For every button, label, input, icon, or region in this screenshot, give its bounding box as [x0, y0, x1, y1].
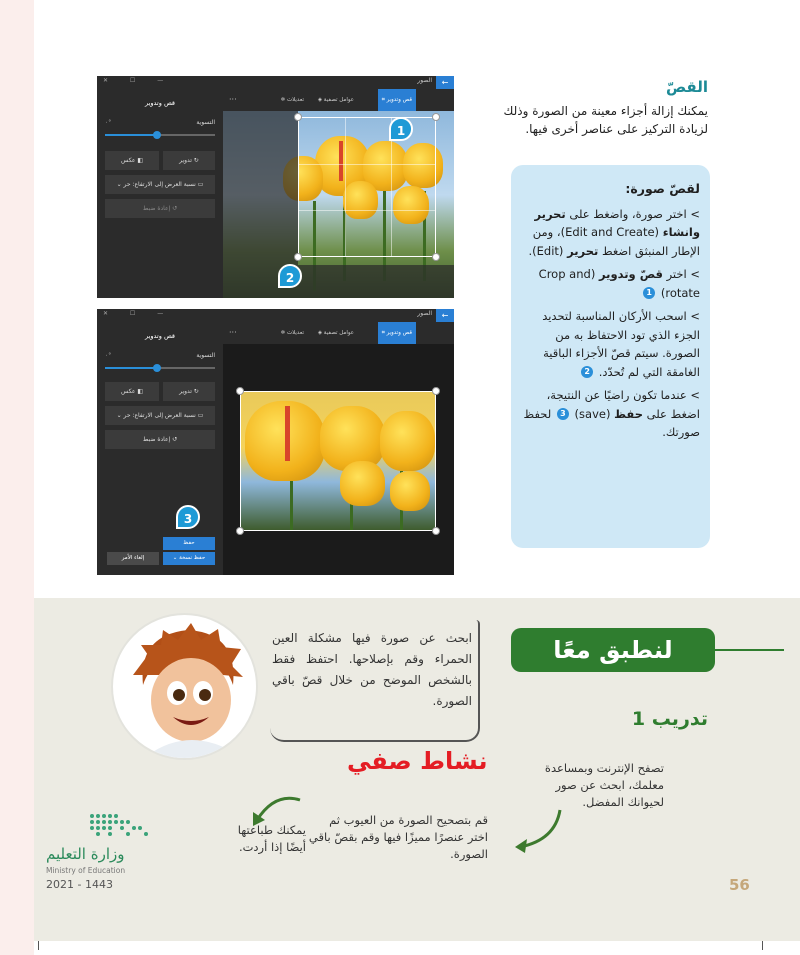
- image-canvas: [223, 344, 454, 575]
- straighten-slider[interactable]: [105, 367, 215, 369]
- boy-character-illustration: [111, 613, 258, 760]
- banner-line: [714, 649, 784, 651]
- ministry-name-arabic: وزارة التعليم: [46, 845, 125, 863]
- straighten-value: ٠°: [105, 352, 112, 359]
- callout-badge: 2: [278, 264, 302, 288]
- rotate-button[interactable]: ↻ تدوير: [163, 382, 215, 401]
- straighten-slider[interactable]: [105, 134, 215, 136]
- crop-handle[interactable]: [432, 113, 440, 121]
- rotate-icon: ↻: [191, 157, 199, 164]
- flip-icon: ◧: [135, 157, 144, 164]
- rotate-button[interactable]: ↻ تدوير: [163, 151, 215, 170]
- tab-adjustments[interactable]: تعديلات ✲: [280, 330, 304, 336]
- crop-frame[interactable]: [298, 117, 436, 257]
- training-text: تصفح الإنترنت وبمساعدة معلمك، ابحث عن صور لحيوانك المفضل.: [544, 761, 664, 809]
- more-icon[interactable]: ···: [229, 95, 237, 104]
- save-button[interactable]: حفظ: [163, 537, 215, 550]
- aspect-ratio-dropdown[interactable]: ▭ نسبة العرض إلى الارتفاع: حر ⌄: [105, 406, 215, 425]
- panel-title: قص وتدوير: [144, 99, 176, 107]
- tab-crop-rotate[interactable]: قص وتدوير ⌗: [378, 89, 416, 111]
- crop-handle[interactable]: [432, 387, 440, 395]
- window-controls[interactable]: ✕ ☐ —: [103, 77, 174, 84]
- crop-panel: [97, 89, 223, 298]
- section-title: القصّ: [665, 78, 708, 96]
- more-icon[interactable]: ···: [229, 328, 237, 337]
- reset-button[interactable]: ↺ إعادة ضبط: [105, 430, 215, 449]
- edit-toolbar: [223, 322, 454, 344]
- straighten-label: التسوية: [196, 119, 215, 126]
- reset-button[interactable]: ↺ إعادة ضبط: [105, 199, 215, 218]
- flip-button[interactable]: ◧ عكس: [105, 151, 159, 170]
- back-button[interactable]: ←: [436, 76, 454, 89]
- title-bar: [97, 309, 454, 322]
- chevron-down-icon: ⌄: [172, 555, 180, 561]
- step-1: > اختر صورة، واضغط على تحرير وانشاء (Edit and Create)، ومن الإطار المنبثق اضغط تحرير (Edit).: [528, 206, 700, 258]
- chevron-down-icon: ⌄: [116, 181, 124, 188]
- crop-handle[interactable]: [294, 253, 302, 261]
- chevron-down-icon: ⌄: [116, 412, 124, 419]
- crop-handle[interactable]: [432, 527, 440, 535]
- photos-app-screenshot-2: [97, 309, 454, 575]
- step-number-badge: 1: [643, 287, 655, 299]
- reset-icon: ↺: [170, 205, 178, 212]
- page-margin-strip: [0, 0, 34, 955]
- ministry-logo-icon: [88, 812, 150, 838]
- academic-year: 2021 - 1443: [46, 878, 113, 891]
- tab-adjustments[interactable]: تعديلات ✲: [280, 97, 304, 103]
- steps-heading: لقصّ صورة:: [625, 181, 700, 196]
- ministry-name-english: Ministry of Education: [46, 866, 126, 875]
- app-title: الصور: [417, 310, 432, 317]
- title-bar: [97, 76, 454, 89]
- cancel-button[interactable]: إلغاء الأمر: [107, 552, 159, 565]
- flip-button[interactable]: ◧ عكس: [105, 382, 159, 401]
- section-intro: يمكنك إزالة أجزاء معينة من الصورة وذلك لزيادة التركيز على عناصر أخرى فيها.: [503, 104, 708, 136]
- crop-handle[interactable]: [294, 113, 302, 121]
- straighten-value: ٠°: [105, 119, 112, 126]
- photos-app-screenshot-1: [97, 76, 454, 298]
- tab-crop-rotate[interactable]: قص وتدوير ⌗: [378, 322, 416, 344]
- step-number-badge: 3: [557, 408, 569, 420]
- straighten-label: التسوية: [196, 352, 215, 359]
- print-text: يمكنك طباعتها أيضًا إذا أردت.: [237, 823, 306, 854]
- step-4: > عندما تكون راضيًا عن النتيجة، اضغط على حفظ (save) 3 لحفظ صورتك.: [523, 388, 700, 439]
- training-title: تدريب 1: [631, 708, 708, 730]
- page-number: 56: [729, 876, 750, 894]
- cropped-dark-area: [298, 265, 454, 298]
- crop-panel: [97, 322, 223, 575]
- class-activity-title: نشاط صفي: [347, 747, 488, 775]
- rotate-icon: ↻: [191, 388, 199, 395]
- app-title: الصور: [417, 77, 432, 84]
- steps-content: [522, 180, 700, 447]
- tab-filters[interactable]: عوامل تصفية ◈: [317, 97, 354, 103]
- edit-toolbar: [223, 89, 454, 111]
- panel-title: قص وتدوير: [144, 332, 176, 340]
- save-copy-button[interactable]: حفظ نسخة ⌄: [163, 552, 215, 565]
- tab-filters[interactable]: عوامل تصفية ◈: [317, 330, 354, 336]
- arrow-icon: [505, 805, 565, 860]
- back-button[interactable]: ←: [436, 309, 454, 322]
- image-canvas: [223, 111, 454, 298]
- task-text: قم بتصحيح الصورة من العيوب ثم اختر عنصرًا مميزًا فيها وقم بقصّ باقي الصورة.: [308, 813, 488, 861]
- step-3: > اسحب الأركان المناسبة لتحديد الجزء الذي تود الاحتفاظ به من الصورة. سيتم قصّ الأجزاء الباقية الغامقة التي لم تُحدّد. 2: [542, 309, 700, 379]
- crop-handle[interactable]: [432, 253, 440, 261]
- step-number-badge: 2: [581, 366, 593, 378]
- aspect-icon: ▭: [195, 181, 204, 188]
- speech-text: ابحث عن صورة فيها مشكلة العين الحمراء وقم بإصلاحها. احتفظ فقط بالشخص الموضح من خلال قصّ باقي الصورة.: [272, 631, 472, 708]
- aspect-ratio-dropdown[interactable]: ▭ نسبة العرض إلى الارتفاع: حر ⌄: [105, 175, 215, 194]
- reset-icon: ↺: [170, 436, 178, 443]
- callout-badge: 3: [176, 505, 200, 529]
- flip-icon: ◧: [135, 388, 144, 395]
- callout-badge: 1: [389, 117, 413, 141]
- step-2: > اختر قصّ وتدوير (Crop and rotate) 1: [538, 267, 700, 300]
- crop-handle[interactable]: [236, 527, 244, 535]
- crop-handle[interactable]: [236, 387, 244, 395]
- crop-frame[interactable]: [240, 391, 436, 531]
- apply-together-banner: لنطبق معًا: [511, 628, 715, 672]
- window-controls[interactable]: ✕ ☐ —: [103, 310, 174, 317]
- aspect-icon: ▭: [195, 412, 204, 419]
